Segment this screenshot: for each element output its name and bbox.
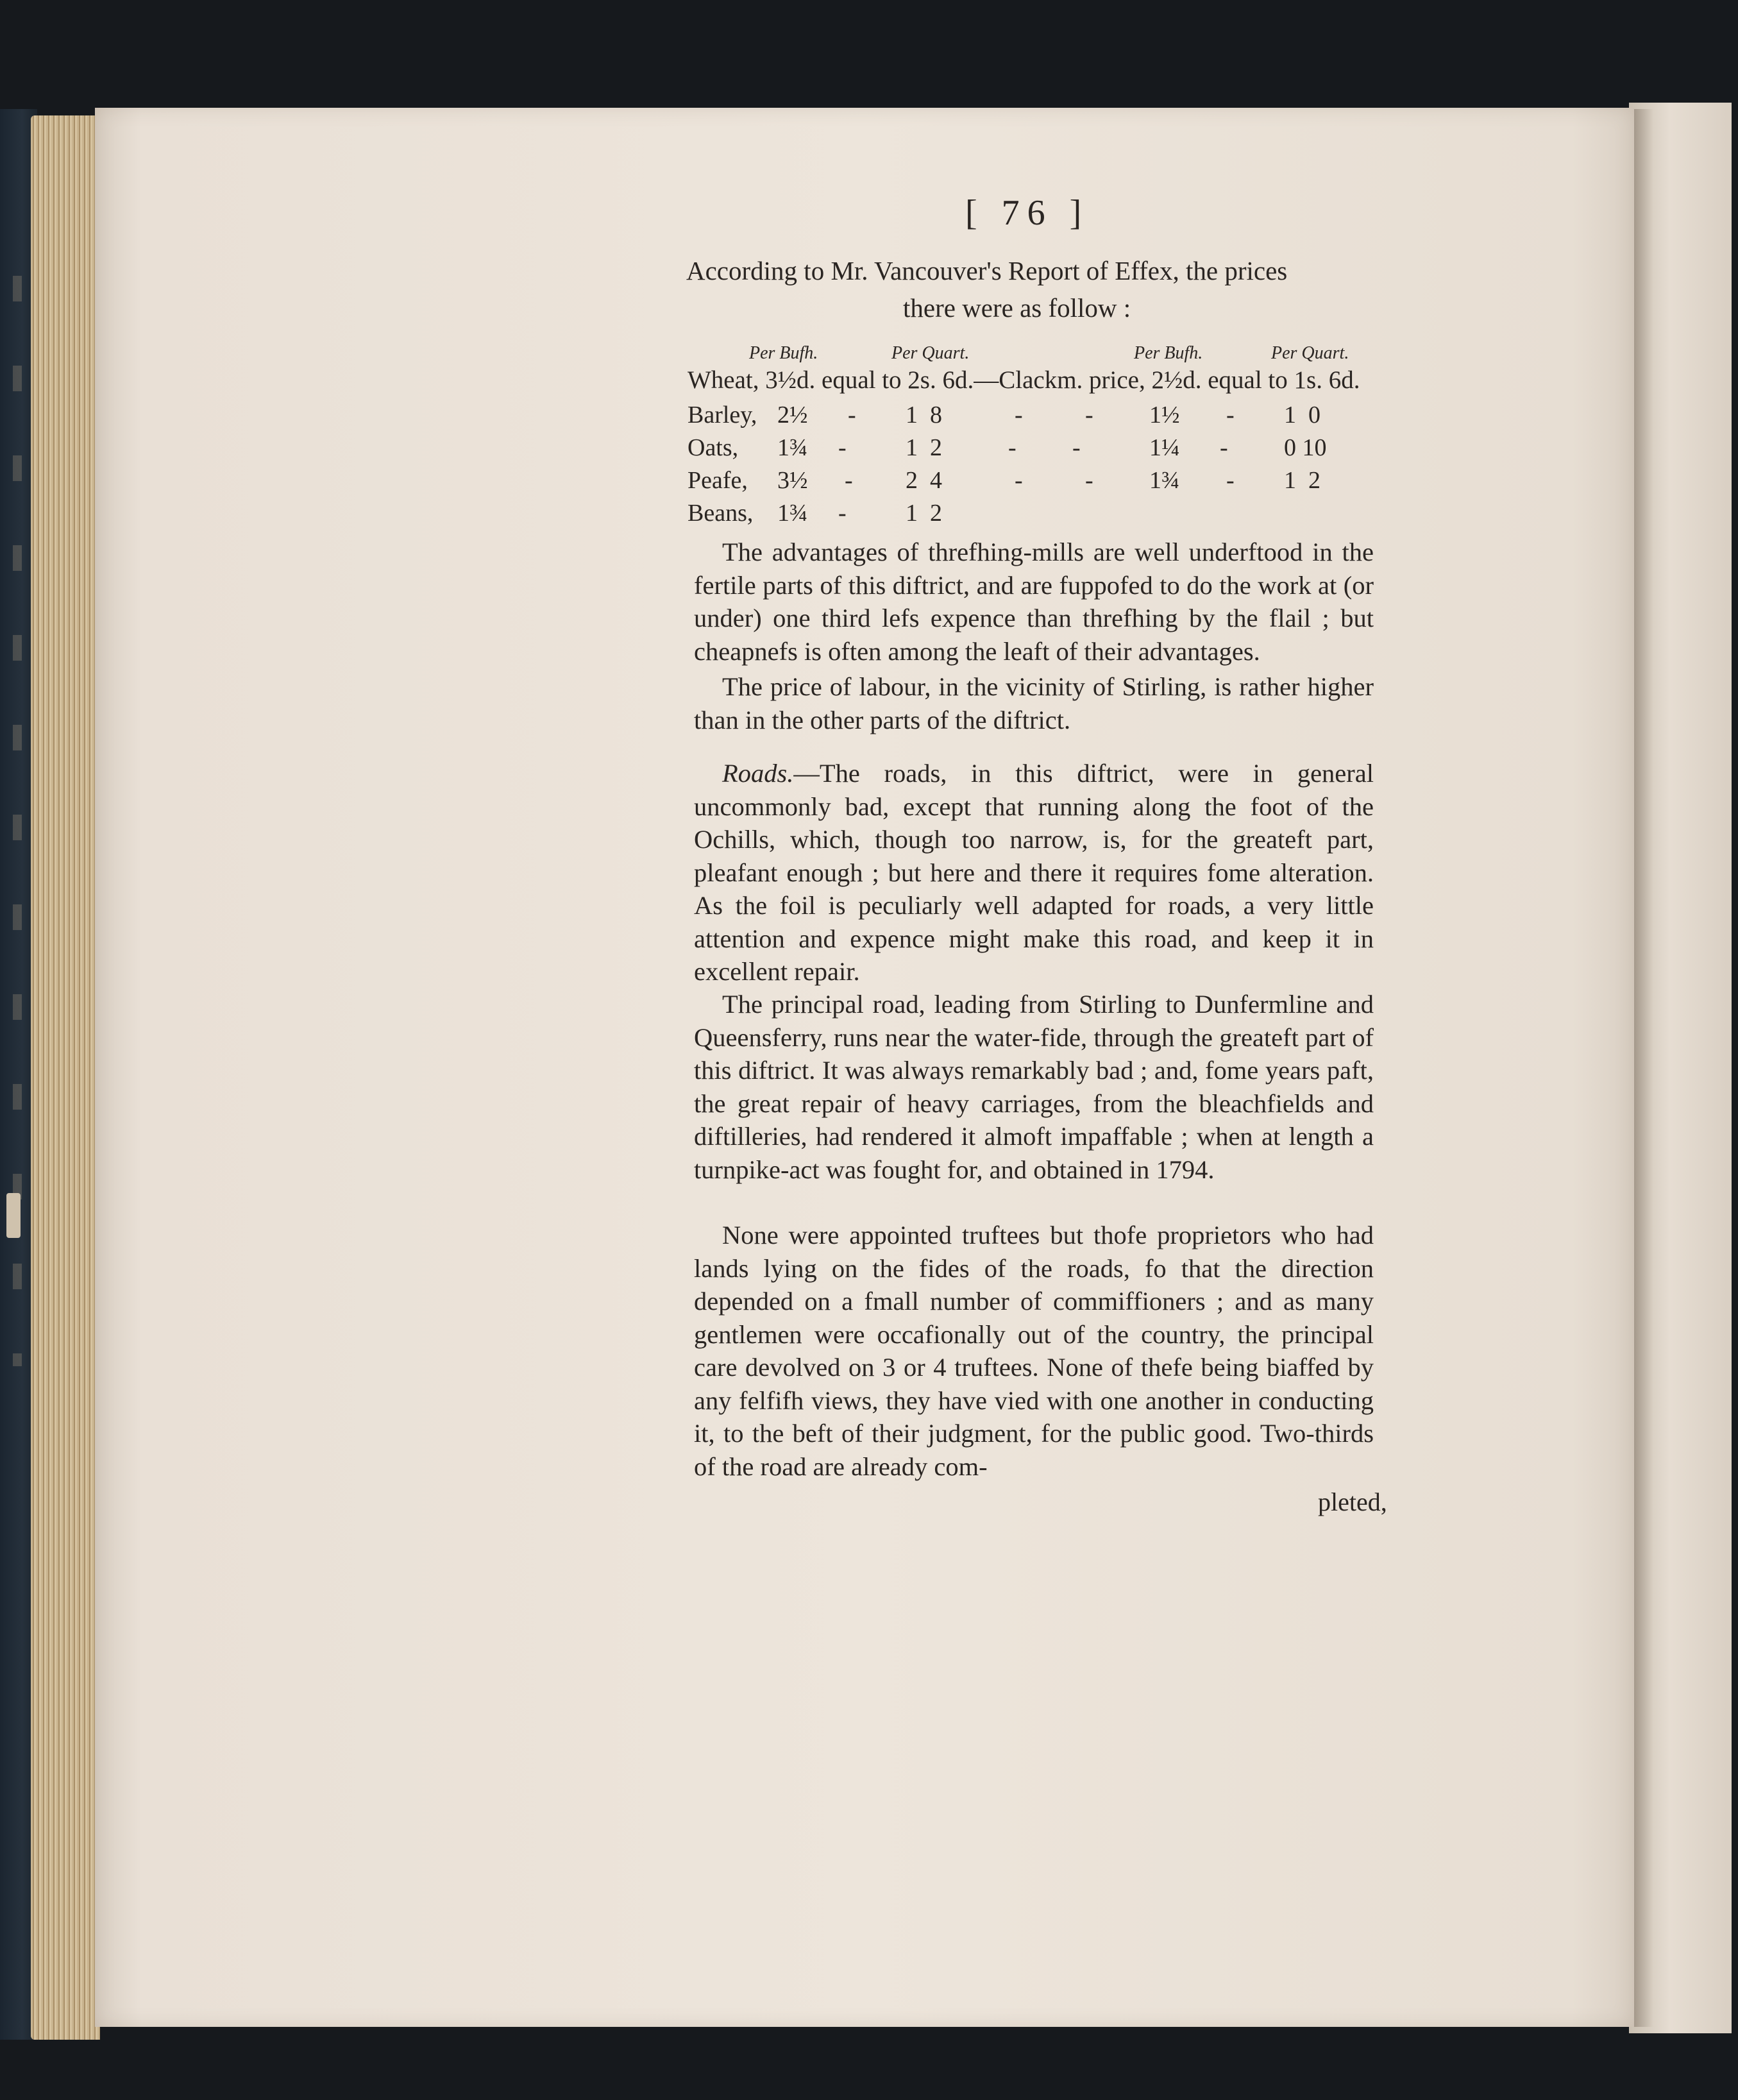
paragraph-text: None were appointed truftees but thofe proprietors who had lands lying on the fides of the roads, fo that the direction depended on a fmall number of commiffioners ; and as many gentlemen were occafionally out of the country, the principal care devolved on 3 or 4 truftees. None of thefe being biaffed by any felfifh views, they have vied with one another in conducting it, to the beft of their judgment, for the public good. Two-thirds of the road are already com- (694, 1221, 1374, 1481)
clack-bush-value: 1¾ (1149, 467, 1180, 494)
row-label: Beans, (688, 500, 754, 527)
paragraph-text: The advantages of threfhing-mills are well underftood in the fertile parts of this diftrict, and are fuppofed to do the work at (or under) one third lefs expence than threfhing by the flail ; but cheapnefs is often among the leaft of their advantages. (694, 538, 1374, 666)
wheat-price-line: Wheat, 3½d. equal to 2s. 6d.—Clackm. price, 2½d. equal to 1s. 6d. (688, 366, 1360, 394)
dash-separator: - (1220, 434, 1228, 461)
dash-separator: - (838, 434, 847, 461)
page-edges (31, 115, 100, 2040)
column-header-clack-per-quart: Per Quart. (1271, 343, 1349, 363)
row-label: Peafe, (688, 467, 748, 494)
dash-separator: - (1072, 434, 1081, 461)
clack-quart-value: 0 10 (1284, 434, 1327, 461)
paragraph-text: The price of labour, in the vicinity of Stirling, is rather higher than in the other parts of the diftrict. (694, 672, 1374, 734)
dash-separator: - (1085, 402, 1093, 428)
dash-separator: - (1085, 467, 1093, 494)
row-label: Oats, (688, 434, 739, 461)
table-row (688, 466, 1367, 497)
paragraph-labour (694, 670, 1374, 736)
column-header-per-quart: Per Quart. (891, 343, 970, 363)
table-row (688, 401, 1367, 432)
dash-separator: - (845, 467, 853, 494)
column-header-clack-per-bush: Per Bufh. (1134, 343, 1203, 363)
dash-separator: - (1226, 467, 1235, 494)
dash-separator: - (838, 500, 847, 527)
per-bush-value: 1¾ (777, 500, 808, 527)
heading-line-1: According to Mr. Vancouver's Report of Effex, the prices (686, 256, 1288, 285)
catchword: pleted, (1318, 1487, 1387, 1516)
page-number: [ 76 ] (965, 193, 1090, 233)
column-header-per-bush: Per Bufh. (749, 343, 818, 363)
dash-separator: - (1015, 402, 1023, 428)
paragraph-roads (694, 757, 1374, 988)
paragraph-text: The principal road, leading from Stirling to Dunfermline and Queensferry, runs near the water-fide, through the greateft part of this diftrict. It was always remarkably bad ; and, fome years paft, the great repair of heavy carriages, from the bleachfields and diftilleries, had rendered it almoft impaffable ; when at length a turnpike-act was fought for, and obtained in 1794. (694, 990, 1374, 1184)
paragraph-text: —The roads, in this diftrict, were in general uncommonly bad, except that running along the foot of the Ochills, which, though too narrow, is, for the greateft part, pleafant enough ; but here and there it requires fome alteration. As the foil is peculiarly well adapted for roads, a very little attention and expence might make this road, and keep it in excellent repair. (694, 759, 1374, 986)
clack-quart-value: 1 2 (1284, 467, 1320, 494)
dash-separator: - (1226, 402, 1235, 428)
torn-cover-fragment (6, 1193, 21, 1238)
paragraph-trustees (694, 1219, 1374, 1483)
clack-bush-value: 1½ (1149, 402, 1180, 428)
per-quart-value: 1 2 (906, 500, 942, 527)
roads-section-label: Roads. (722, 759, 794, 788)
gutter-shadow (1634, 109, 1653, 2027)
per-quart-value: 1 2 (906, 434, 942, 461)
per-bush-value: 2½ (777, 402, 808, 428)
clack-quart-value: 1 0 (1284, 402, 1320, 428)
table-row (688, 499, 1367, 530)
table-row (688, 434, 1367, 464)
per-bush-value: 1¾ (777, 434, 808, 461)
per-quart-value: 2 4 (906, 467, 942, 494)
clack-bush-value: 1¼ (1149, 434, 1180, 461)
per-bush-value: 3½ (777, 467, 808, 494)
heading-line-2: there were as follow : (903, 293, 1131, 323)
paragraph-threshing (694, 536, 1374, 668)
dash-separator: - (1015, 467, 1023, 494)
paragraph-principal-road (694, 988, 1374, 1186)
dash-separator: - (848, 402, 856, 428)
row-label: Barley, (688, 402, 757, 428)
dash-separator: - (1008, 434, 1017, 461)
per-quart-value: 1 8 (906, 402, 942, 428)
